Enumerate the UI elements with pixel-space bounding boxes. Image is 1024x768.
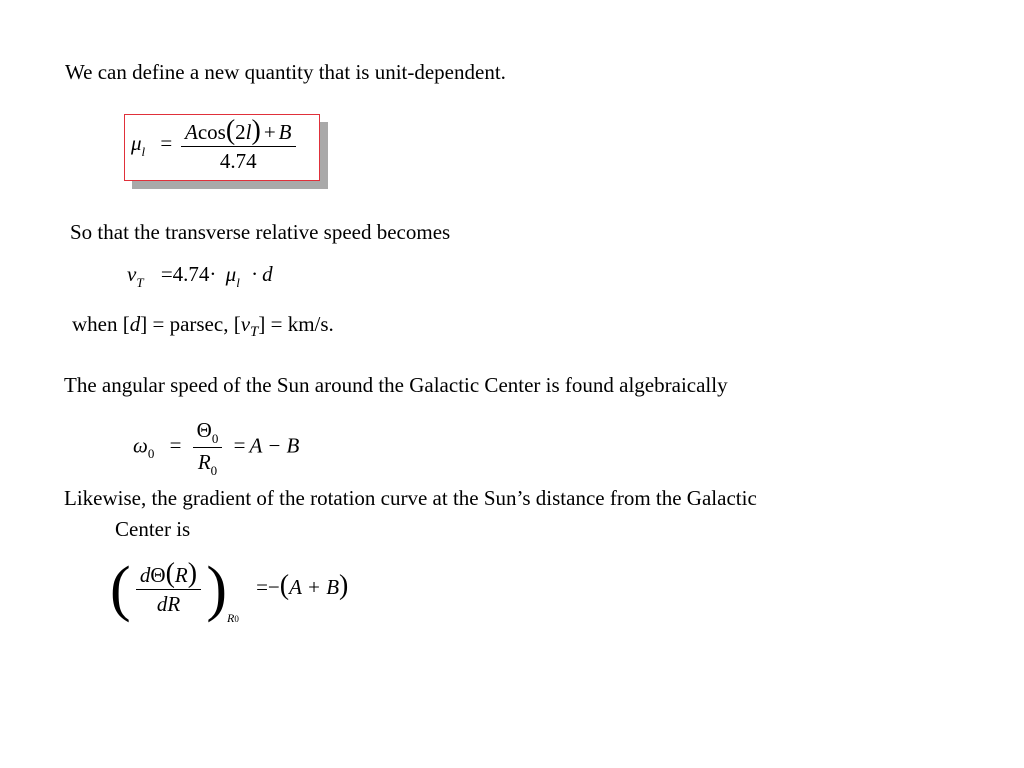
units-text: when [d] = parsec, $[v_T] = km/s$. — [72, 312, 334, 340]
rotation-gradient-equation: ( $\frac{d\Theta(R)}{dR}$ )$_{R0} =-(A + B)$ — [110, 555, 349, 625]
mu-denominator: 4.74 — [219, 149, 257, 173]
evaluation-point-r0: R0 — [226, 610, 239, 625]
r0-denominator: $R_0$ — [197, 450, 218, 478]
transverse-speed-text: So that the transverse relative speed becomes — [70, 220, 451, 244]
mu-l-symbol: $\mu_l$ = — [131, 131, 173, 159]
dtheta-numerator: dΘ(R) — [139, 558, 198, 589]
intro-text: We can define a new quantity that is unit-dependent. — [65, 60, 506, 84]
angular-speed-equation: $\omega_0$ = $\frac{\Theta_0}{R_0}$ = A − B — [133, 418, 300, 478]
gradient-text-line2: Center is — [115, 517, 191, 541]
transverse-speed-equation: $v_T =4.74\cdot \mu_l \cdot d$ — [127, 262, 273, 290]
dr-denominator: dR — [156, 592, 181, 616]
mu-equation-box — [124, 114, 320, 181]
gradient-text-line1: Likewise, the gradient of the rotation curve at the Sun’s distance from the Galactic — [64, 486, 757, 510]
mu-numerator: Acos(2l) + B — [185, 115, 292, 146]
mu-fraction — [181, 117, 296, 175]
theta0-numerator: $\Theta_0$ — [196, 418, 219, 446]
angular-speed-text: The angular speed of the Sun around the Galactic Center is found algebraically — [64, 373, 728, 397]
